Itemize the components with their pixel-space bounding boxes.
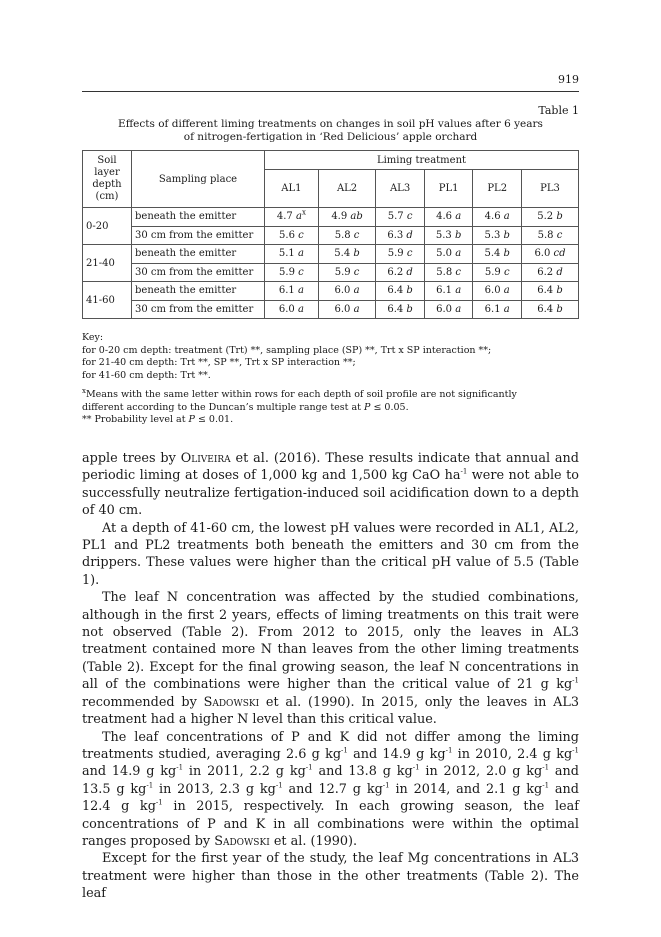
ph-table: [82, 150, 579, 319]
ph-value-cell: 6.0 cd: [521, 245, 578, 264]
ph-value-cell: 5.4 b: [473, 245, 522, 264]
sampling-place-cell: beneath the emitter: [132, 282, 265, 301]
footnote-means: $^x$Means with the same letter within rows for each depth of soil profile are not significantly: [82, 386, 517, 400]
ph-value-cell: 5.4 b: [318, 245, 375, 264]
header-sampling-place: Sampling place: [132, 151, 265, 208]
sampling-place-cell: beneath the emitter: [132, 245, 265, 264]
ph-value-cell: 5.9 c: [265, 263, 319, 282]
depth-cell: 41-60: [83, 282, 132, 319]
table-row: [83, 245, 579, 264]
header-treatment: PL2: [473, 170, 522, 208]
ph-value-cell: 6.2 d: [521, 263, 578, 282]
header-treatment: AL2: [318, 170, 375, 208]
table-label: Table 1: [538, 104, 579, 117]
ph-value-cell: 5.9 c: [318, 263, 375, 282]
paragraph: apple trees by Oliveira et al. (2016). These results indicate that annual and periodic liming at doses of 1,000 kg and 1,500 kg CaO $ha^{-1}$ were not able to successfully neutralize fertigation-induced soil acidification down to a depth of 40 cm.: [82, 451, 579, 519]
ph-value-cell: 4.6 a: [473, 208, 522, 227]
ph-value-cell: 5.9 c: [376, 245, 425, 264]
header-soil-depth: Soil layer depth (cm): [83, 151, 132, 208]
ph-value-cell: 5.3 b: [424, 226, 473, 245]
ph-value-cell: 6.0 a: [318, 282, 375, 301]
ph-value-cell: 6.3 d: [376, 226, 425, 245]
header-liming-treatment: Liming treatment: [265, 151, 579, 170]
ph-value-cell: 5.3 b: [473, 226, 522, 245]
ph-value-cell: 5.7 c: [376, 208, 425, 227]
ph-value-cell: 6.4 b: [376, 282, 425, 301]
table-row: [83, 282, 579, 301]
header-treatment: AL1: [265, 170, 319, 208]
paragraph: At a depth of 41-60 cm, the lowest pH values were recorded in AL1, AL2, PL1 and PL2 treatments both beneath the emitters and 30 cm from the drippers. These values were higher than the critical pH value of 5.5 (Table 1).: [82, 520, 579, 588]
sampling-place-cell: beneath the emitter: [132, 208, 265, 227]
footnote-probability: ** Probability level at P ≤ 0.01.: [82, 414, 234, 425]
footnote-means-cont: different according to the Duncan’s multiple range test at P ≤ 0.05.: [82, 401, 409, 413]
ph-value-cell: 5.8 c: [424, 263, 473, 282]
sampling-place-cell: 30 cm from the emitter: [132, 263, 265, 282]
key-line: for 0-20 cm depth: treatment (Trt) **, sampling place (SP) **, Trt x SP interaction **;: [82, 344, 492, 356]
ph-value-cell: 6.2 d: [376, 263, 425, 282]
depth-cell: 21-40: [83, 245, 132, 282]
sampling-place-cell: 30 cm from the emitter: [132, 226, 265, 245]
ph-value-cell: 6.4 b: [521, 300, 578, 319]
depth-cell: 0-20: [83, 208, 132, 245]
table-caption: [82, 118, 579, 144]
ph-value-cell: 6.1 a: [424, 282, 473, 301]
ph-value-cell: 6.1 a: [473, 300, 522, 319]
table-row: [83, 208, 579, 227]
table-row: [83, 300, 579, 319]
table-row: [83, 226, 579, 245]
header-treatment: PL1: [424, 170, 473, 208]
paragraph: Except for the first year of the study, the leaf Mg concentrations in AL3 treatment were higher than those in the other treatments (Table 2). The leaf: [82, 851, 579, 902]
page-number: 919: [558, 73, 579, 86]
paragraph: The leaf concentrations of P and K did not differ among the liming treatments studied, averaging 2.6 g $kg^{-1}$ and 14.9 g $kg^{-1}$ in 2010, 2.4 g $kg^{-1}$ and 14.9 g $kg^{-1}$ in 2011, 2.2 g $kg^{-1}$ and 13.8 g $kg^{-1}$ in 2012, 2.0 g $kg^{-1}$ and 13.5 g $kg^{-1}$ in 2013, 2.3 g $kg^{-1}$ and 12.7 g $kg^{-1}$ in 2014, and 2.1 g $kg^{-1}$ and 12.4 g $kg^{-1}$ in 2015, respectively. In each growing season, the leaf concentrations of P and K in all combinations were within the optimal ranges proposed by Sadowski et al. (1990).: [82, 729, 579, 849]
key-line: for 41-60 cm depth: Trt **.: [82, 369, 211, 381]
ph-value-cell: 5.8 c: [521, 226, 578, 245]
ph-value-cell: 5.2 b: [521, 208, 578, 227]
ph-value-cell: 6.0 a: [473, 282, 522, 301]
ph-value-cell: 4.7 $a^x$: [265, 208, 319, 227]
ph-value-cell: 6.0 a: [265, 300, 319, 319]
ph-value-cell: 5.6 c: [265, 226, 319, 245]
caption-line: of nitrogen-fertigation in ‘Red Delicious’ apple orchard: [183, 131, 478, 143]
header-treatment: AL3: [376, 170, 425, 208]
ph-value-cell: 6.4 b: [376, 300, 425, 319]
header-treatment: PL3: [521, 170, 578, 208]
ph-value-cell: 5.1 a: [265, 245, 319, 264]
ph-value-cell: 5.0 a: [424, 245, 473, 264]
paragraph: The leaf N concentration was affected by the studied combinations, although in the first 2 years, effects of liming treatments on this trait were not observed (Table 2). From 2012 to 2015, only the leaves in AL3 treatment contained more N than leaves from the other liming treatments (Table 2). Except for the final growing season, the leaf N concentrations in all of the combinations were higher than the critical value of 21 g $kg^{-1}$ recommended by Sadowski et al. (1990). In 2015, only the leaves in AL3 treatment had a higher N level than this critical value.: [82, 590, 580, 728]
key-title: Key:: [82, 332, 104, 343]
caption-line: Effects of different liming treatments on changes in soil pH values after 6 years: [118, 118, 543, 130]
table-row: [83, 263, 579, 282]
table-key: [82, 332, 579, 427]
body-text: [82, 450, 579, 903]
key-line: for 21-40 cm depth: Trt **, SP **, Trt x SP interaction **;: [82, 357, 356, 368]
ph-value-cell: 6.0 a: [318, 300, 375, 319]
sampling-place-cell: 30 cm from the emitter: [132, 300, 265, 319]
ph-value-cell: 6.4 b: [521, 282, 578, 301]
ph-value-cell: 6.1 a: [265, 282, 319, 301]
ph-value-cell: 5.9 c: [473, 263, 522, 282]
ph-value-cell: 4.9 ab: [318, 208, 375, 227]
ph-value-cell: 6.0 a: [424, 300, 473, 319]
header-rule: [82, 91, 579, 92]
ph-value-cell: 4.6 a: [424, 208, 473, 227]
ph-value-cell: 5.8 c: [318, 226, 375, 245]
